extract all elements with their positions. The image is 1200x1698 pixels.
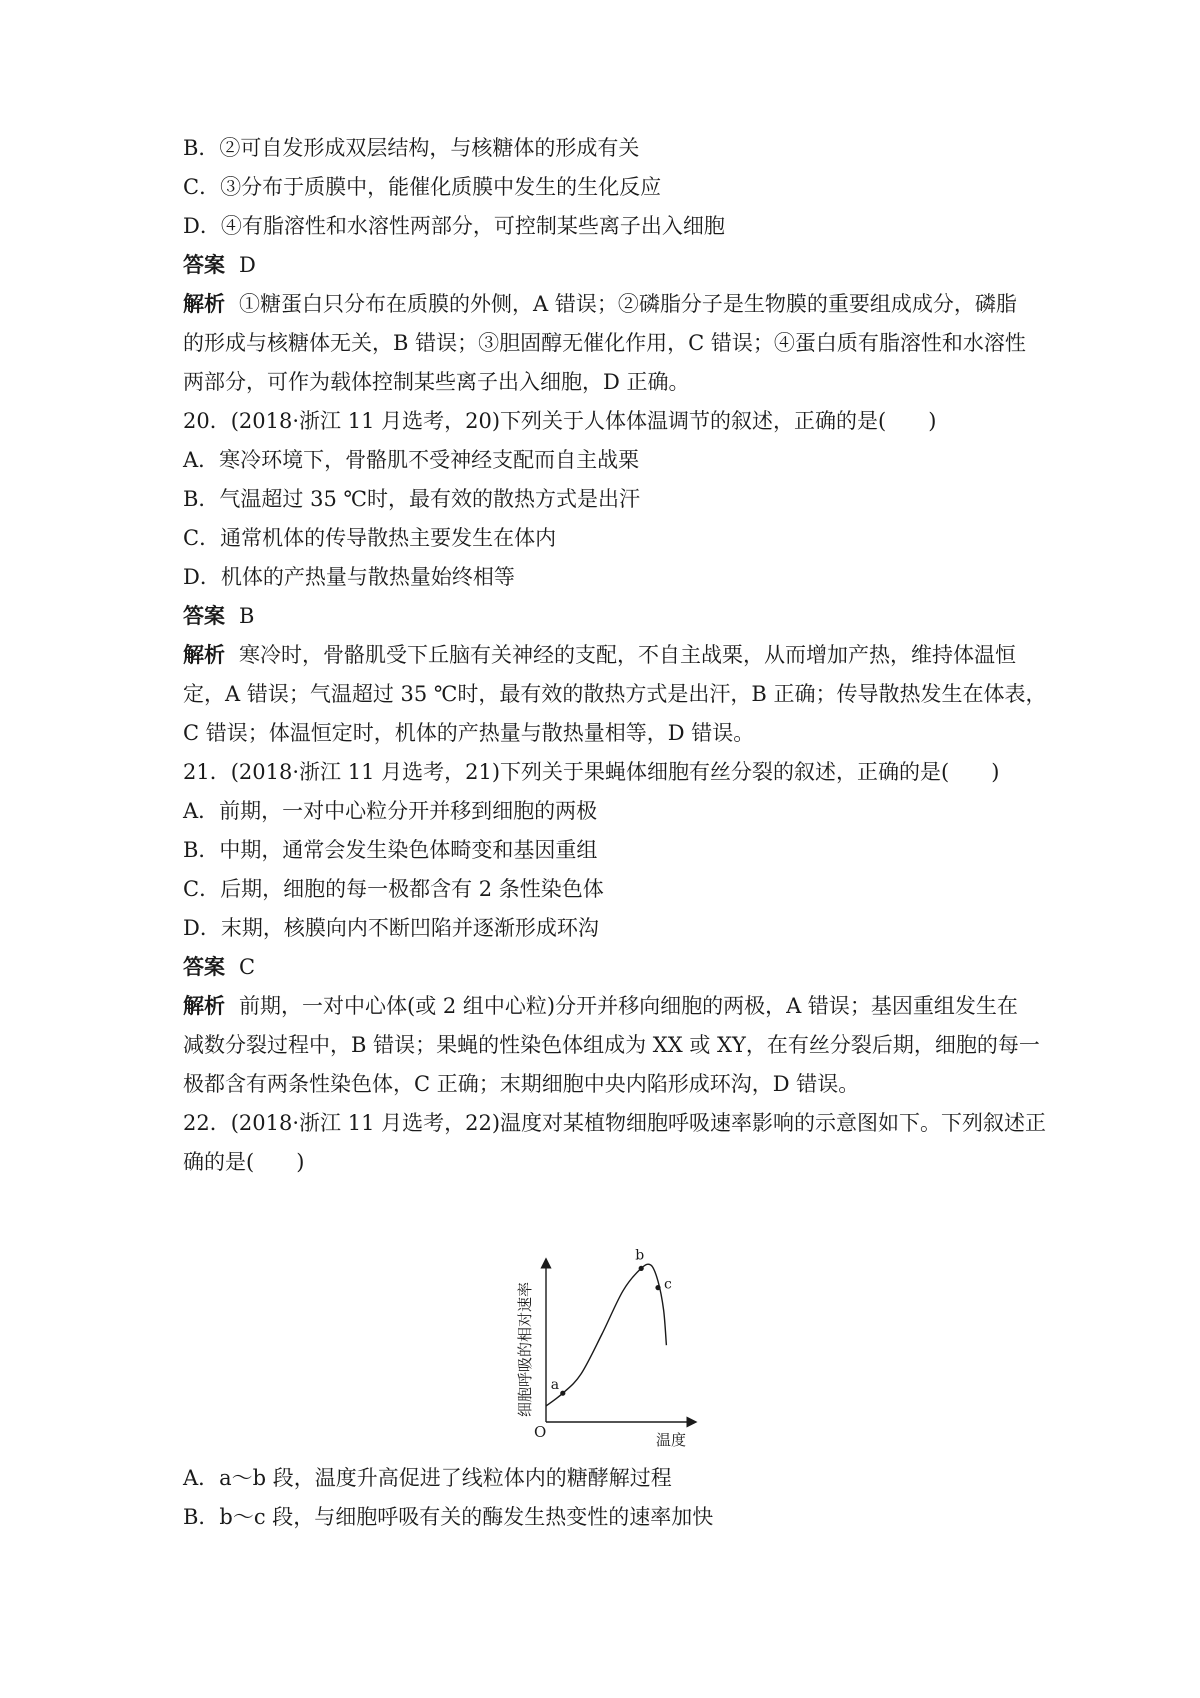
q19-option-c: C．③分布于质膜中，能催化质膜中发生的生化反应 — [183, 175, 662, 199]
q20-option-a: A．寒冷环境下，骨骼肌不受神经支配而自主战栗 — [183, 448, 640, 472]
q21-option-b: B．中期，通常会发生染色体畸变和基因重组 — [183, 838, 598, 862]
point-label-c: c — [664, 1276, 672, 1293]
q19-analysis-line-3: 两部分，可作为载体控制某些离子出入细胞，D 正确。 — [183, 370, 690, 394]
respiration-curve — [546, 1264, 666, 1406]
analysis-label: 解析 — [183, 993, 225, 1018]
q22-stem-line-2: 确的是( ) — [183, 1150, 305, 1174]
q21-analysis-line-3: 极都含有两条性染色体，C 正确；末期细胞中央内陷形成环沟，D 错误。 — [183, 1072, 860, 1096]
x-axis-label: 温度 — [656, 1431, 687, 1449]
origin-label: O — [534, 1423, 547, 1441]
analysis-text: 前期，一对中心体(或 2 组中心粒)分开并移向细胞的两极，A 错误；基因重组发生在 — [239, 994, 1018, 1018]
q20-answer — [183, 601, 1028, 631]
point-label-b: b — [635, 1247, 645, 1264]
q22-option-a: A．a～b 段，温度升高促进了线粒体内的糖酵解过程 — [183, 1466, 672, 1490]
q19-answer — [183, 250, 1028, 280]
answer-label: 答案 — [183, 954, 225, 979]
point-a — [560, 1391, 565, 1396]
q19-option-b: B．②可自发形成双层结构，与核糖体的形成有关 — [183, 136, 640, 160]
analysis-text: 寒冷时，骨骼肌受下丘脑有关神经的支配，不自主战栗，从而增加产热，维持体温恒 — [239, 643, 1016, 667]
q19-analysis-line-1 — [183, 289, 1028, 319]
q21-option-a: A．前期，一对中心粒分开并移到细胞的两极 — [183, 799, 598, 823]
point-label-a: a — [550, 1377, 560, 1394]
answer-label: 答案 — [183, 603, 225, 628]
q21-analysis-line-2: 减数分裂过程中，B 错误；果蝇的性染色体组成为 XX 或 XY，在有丝分裂后期，细胞的每一 — [183, 1033, 1040, 1057]
answer-value: D — [239, 253, 256, 277]
answer-value: C — [239, 955, 256, 979]
respiration-rate-chart — [516, 1245, 710, 1450]
q21-analysis-line-1 — [183, 991, 1028, 1021]
q20-analysis-line-2: 定，A 错误；气温超过 35 ℃时，最有效的散热方式是出汗，B 正确；传导散热发生在体表， — [183, 682, 1047, 706]
q20-analysis-line-1 — [183, 640, 1028, 670]
q20-option-c: C．通常机体的传导散热主要发生在体内 — [183, 526, 557, 550]
q22-stem-line-1: 22．(2018·浙江 11 月选考，22)温度对某植物细胞呼吸速率影响的示意图如下。下列叙述正 — [183, 1111, 1047, 1135]
q21-answer — [183, 952, 1028, 982]
analysis-label: 解析 — [183, 291, 225, 316]
point-b — [639, 1266, 644, 1271]
answer-label: 答案 — [183, 252, 225, 277]
q19-analysis-line-2: 的形成与核糖体无关，B 错误；③胆固醇无催化作用，C 错误；④蛋白质有脂溶性和水溶性 — [183, 331, 1026, 355]
q19-option-d: D．④有脂溶性和水溶性两部分，可控制某些离子出入细胞 — [183, 214, 725, 238]
point-c — [655, 1285, 660, 1290]
q21-option-c: C．后期，细胞的每一极都含有 2 条性染色体 — [183, 877, 604, 901]
analysis-text: ①糖蛋白只分布在质膜的外侧，A 错误；②磷脂分子是生物膜的重要组成成分，磷脂 — [239, 292, 1017, 316]
q21-stem: 21．(2018·浙江 11 月选考，21)下列关于果蝇体细胞有丝分裂的叙述，正确的是( ) — [183, 760, 1000, 784]
q20-option-b: B．气温超过 35 ℃时，最有效的散热方式是出汗 — [183, 487, 640, 511]
q20-option-d: D．机体的产热量与散热量始终相等 — [183, 565, 515, 589]
q21-option-d: D．末期，核膜向内不断凹陷并逐渐形成环沟 — [183, 916, 599, 940]
q22-option-b: B．b～c 段，与细胞呼吸有关的酶发生热变性的速率加快 — [183, 1505, 714, 1529]
q20-stem: 20．(2018·浙江 11 月选考，20)下列关于人体体温调节的叙述，正确的是( ) — [183, 409, 937, 433]
q20-analysis-line-3: C 错误；体温恒定时，机体的产热量与散热量相等，D 错误。 — [183, 721, 755, 745]
answer-value: B — [239, 604, 255, 628]
y-axis-label: 细胞呼吸的相对速率 — [516, 1281, 534, 1417]
analysis-label: 解析 — [183, 642, 225, 667]
respiration-rate-figure — [516, 1245, 710, 1450]
